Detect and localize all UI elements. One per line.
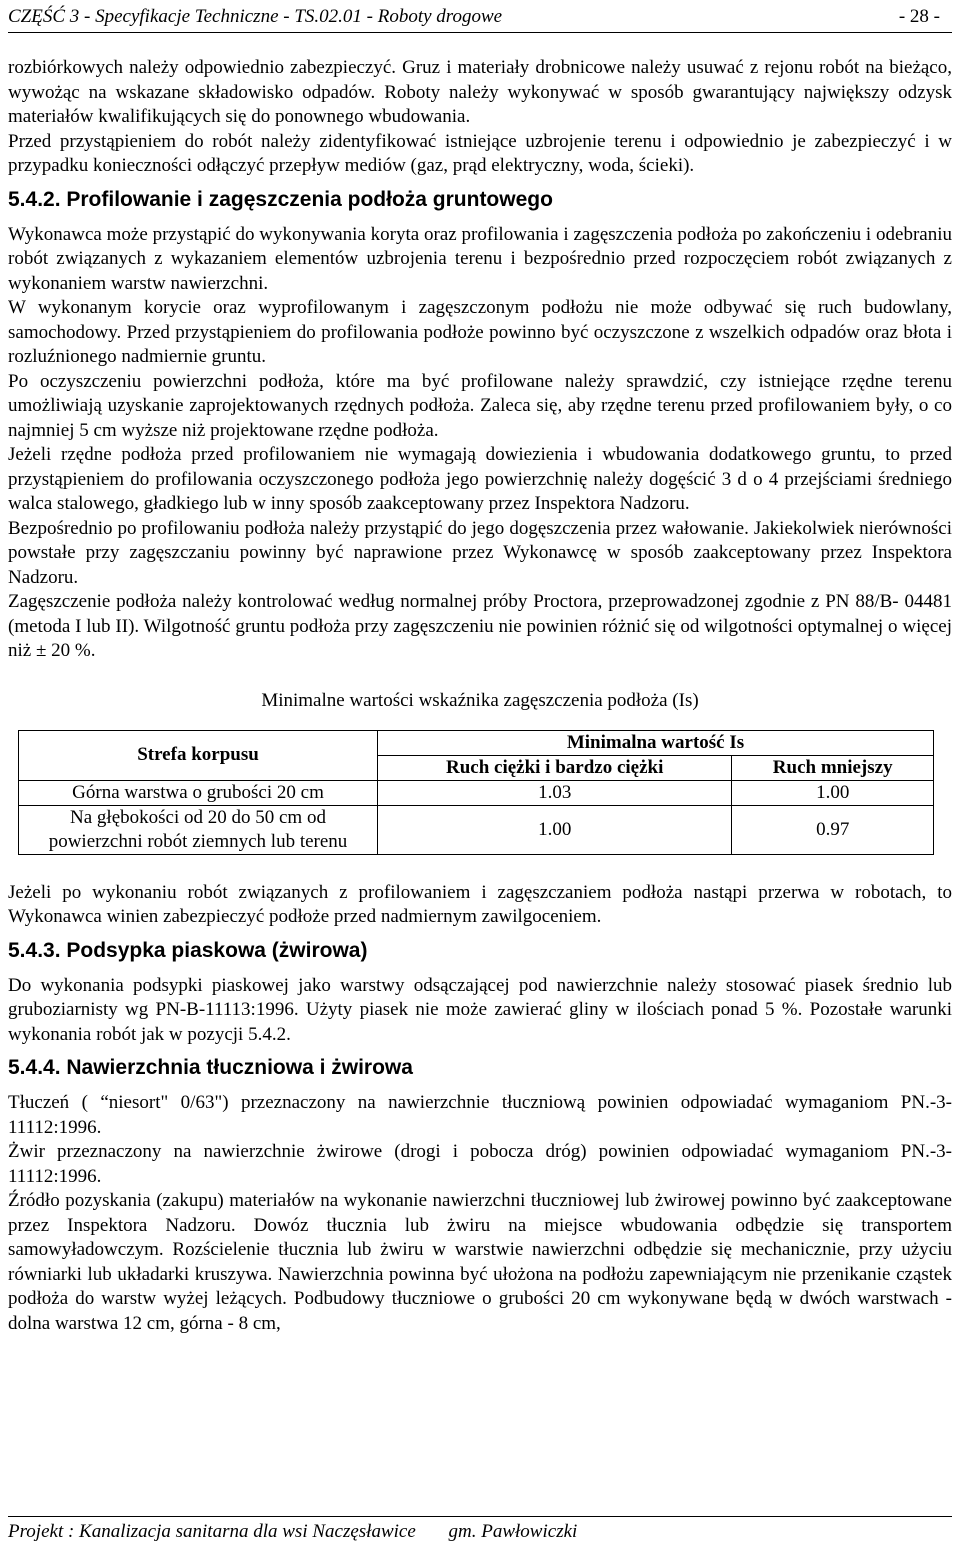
table-cell-zone — [19, 780, 378, 805]
paragraph: Zagęszczenie podłoża należy kontrolować według normalnej próby Proctora, przeprowadzonej zgodnie z PN 88/B- 04481 (metoda I lub II). Wilgotność gruntu podłoża przy zagęszczeniu nie powinien różnić się od wilgotności optymalnej o więcej niż ± 20 %. — [8, 591, 952, 661]
paragraph: Przed przystąpieniem do robót należy zidentyfikować istniejące uzbrojenie terenu i odpowiednio je zabezpieczyć i w przypadku konieczności odłączyć przepływ mediów (gaz, prąd elektryczny, woda, ścieki). — [8, 130, 952, 176]
footer-municipality: gm. Pawłowiczki — [448, 1521, 578, 1542]
compaction-table — [18, 730, 934, 855]
paragraph: W wykonanym korycie oraz wyprofilowanym i zagęszczonym podłożu nie może odbywać się ruch budowlany, samochodowy. Przed przystąpieniem do profilowania podłoże powinno być oczyszczone z wszelkich odpadów oraz błota i rozluźnionego nadmiernie gruntu. — [8, 297, 952, 367]
table-header-zone: Strefa korpusu — [19, 730, 378, 780]
document-body — [8, 56, 952, 1336]
paragraph: Wykonawca może przystąpić do wykonywania koryta oraz profilowania i zagęszczenia podłoża po zakończeniu i odebraniu robót związanych z wykazaniem elementów uzbrojenia terenu i bezpośrednio przed rozpoczęciem robót związanych z wykonaniem warstw nawierzchni. — [8, 223, 952, 294]
paragraph: Tłuczeń ( “niesort" 0/63") przeznaczony na nawierzchnie tłuczniową powinien odpowiadać wymaganiom PN.-3-11112:1996. — [8, 1092, 952, 1138]
footer-project: Projekt : Kanalizacja sanitarna dla wsi Naczęsławice — [8, 1521, 416, 1542]
paragraph: Źródło pozyskania (zakupu) materiałów na wykonanie nawierzchni tłuczniowej lub żwirowej powinno być zaakceptowane przez Inspektora Nadzoru. Dowóz tłucznia lub żwiru na miejsce wbudowania odbędzie się transportem samowyładowczym. Rozścielenie tłucznia lub żwiru w warstwie nawierzchni odbędzie się mechanicznie, przy użyciu równiarki lub układarki kruszywa. Nawierzchnia powinna być ułożona na podłożu zapewniającym nie przenikanie cząstek podłoża do warstw wyżej leżących. Podbudowy tłuczniowe o grubości 20 cm wykonywane będą w dwóch warstwach - dolna warstwa 12 cm, górna - 8 cm, — [8, 1190, 952, 1334]
page-footer — [8, 1516, 952, 1543]
section-heading: 5.4.3. Podsypka piaskowa (żwirowa) — [8, 938, 368, 962]
section-heading: 5.4.4. Nawierzchnia tłuczniowa i żwirowa — [8, 1056, 413, 1079]
table-caption: Minimalne wartości wskaźnika zagęszczenia podłoża (Is) — [261, 689, 699, 711]
page-number: - 28 - — [898, 6, 940, 27]
paragraph: Bezpośrednio po profilowaniu podłoża należy przystąpić do jego dogęszczenia przez wałowanie. Jakiekolwiek nierówności powstałe przy zagęszczaniu powinny być naprawione przez Wykonawcę w sposób zaakceptowany przez Inspektora Nadzoru. — [8, 517, 952, 588]
paragraph: Jeżeli rzędne podłoża przed profilowaniem nie wymagają dowiezienia i wbudowania dodatkowego gruntu, to przed przystąpieniem do profilowania oczyszczonego podłoża jego powierzchnię należy dogęścić 3 d o 4 przejściami średniego walca stalowego, gładkiego lub w inny sposób zaakceptowany przez Inspektora Nadzoru. — [8, 444, 952, 514]
document-title: CZĘŚĆ 3 - Specyfikacje Techniczne - TS.02.01 - Roboty drogowe — [8, 6, 503, 27]
table-cell-light: 1.00 — [732, 780, 934, 805]
table-cell-light: 0.97 — [732, 805, 934, 854]
zone-text: Górna warstwa o grubości 20 cm — [72, 781, 324, 803]
paragraph: Po oczyszczeniu powierzchni podłoża, które ma być profilowane należy sprawdzić, czy istniejące rzędne terenu umożliwiają uzyskanie zaprojektowanych rzędnych podłoża. Zaleca się, aby rzędne terenu przed profilowaniem były, o co najmniej 5 cm wyższe niż projektowane rzędne podłoża. — [8, 370, 952, 441]
table-cell-heavy: 1.03 — [378, 780, 732, 805]
table-cell-heavy: 1.00 — [378, 805, 732, 854]
paragraph: Jeżeli po wykonaniu robót związanych z profilowaniem i zagęszczaniem podłoża nastąpi przerwa w robotach, to Wykonawca winien zabezpieczyć podłoże przed nadmiernym zawilgoceniem. — [8, 881, 952, 927]
table-cell-zone — [19, 805, 378, 854]
paragraph: Do wykonania podsypki piaskowej jako warstwy odsączającej pod nawierzchnie należy stosować piasek średnio lub gruboziarnisty wg PN-B-11113:1996. Użyty piasek nie może zawierać gliny w ilościach ponad 5 %. Pozostałe warunki wykonania robót jak w pozycji 5.4.2. — [8, 974, 952, 1045]
zone-text: Na głębokości od 20 do 50 cm od — [70, 806, 326, 828]
table-row — [19, 780, 934, 805]
page-header — [8, 4, 952, 33]
table-header-heavy: Ruch ciężki i bardzo ciężki — [378, 755, 732, 780]
table-header-min: Minimalna wartość Is — [378, 730, 934, 755]
paragraph: Żwir przeznaczony na nawierzchnie żwirowe (drogi i pobocza dróg) powinien odpowiadać wymaganiom PN.-3-11112:1996. — [8, 1141, 952, 1187]
table-row — [19, 805, 934, 854]
paragraph: rozbiórkowych należy odpowiednio zabezpieczyć. Gruz i materiały drobnicowe należy usuwać z rejonu robót na bieżąco, wywożąc na wskazane składowisko odpadów. Roboty należy wykonywać w sposób gwarantujący największy odzysk materiałów kwalifikujących się do ponownego wbudowania. — [8, 57, 952, 127]
zone-text: powierzchni robót ziemnych lub terenu — [48, 830, 348, 852]
section-heading: 5.4.2. Profilowanie i zagęszczenia podłoża gruntowego — [8, 187, 553, 211]
table-header-light: Ruch mniejszy — [732, 755, 934, 780]
